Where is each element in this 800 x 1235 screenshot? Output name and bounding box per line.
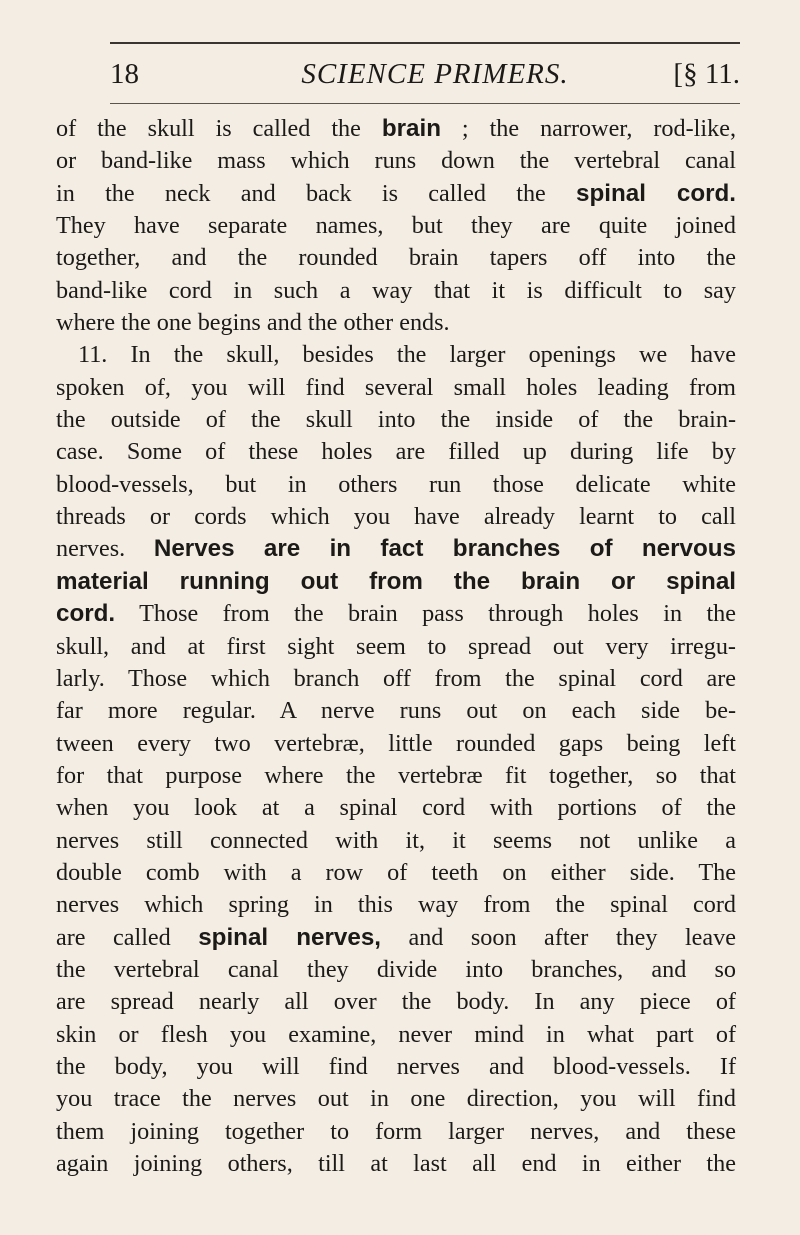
text-line: skin or flesh you examine, never mind in what part of	[56, 1020, 736, 1048]
text-line: or band-like mass which runs down the vertebral canal	[56, 147, 736, 175]
text-line: the body, you will find nerves and blood-vessels. If	[56, 1052, 736, 1080]
text-line: nerves which spring in this way from the spinal cord	[56, 891, 736, 919]
text-line: where the one begins and the other ends.	[56, 309, 450, 337]
text-line: for that purpose where the vertebræ fit together, so that	[56, 761, 736, 789]
text-line: when you look at a spinal cord with portions of the	[56, 794, 736, 822]
text-line: skull, and at first sight seem to spread out very irregu-	[56, 632, 736, 660]
text-line	[56, 922, 736, 954]
bold-statement-line: material running out from the brain or spinal	[56, 567, 736, 595]
text-line: blood-vessels, but in others run those delicate white	[56, 470, 736, 498]
page-number: 18	[110, 58, 139, 90]
text-line: the vertebral canal they divide into branches, and so	[56, 955, 736, 983]
text-line: the outside of the skull into the inside of the brain-	[56, 406, 736, 434]
running-title: SCIENCE PRIMERS.	[301, 58, 569, 90]
header-rule	[110, 103, 740, 104]
text-run: ; the narrower, rod-like,	[440, 115, 736, 142]
text-run: and soon after they leave	[381, 923, 736, 951]
text-line: tween every two vertebræ, little rounded gaps being left	[56, 729, 736, 757]
text-run: in the neck and back is called the	[56, 179, 577, 207]
top-rule	[110, 42, 740, 44]
bold-term-spinal-cord: spinal cord.	[576, 179, 736, 207]
bold-term-spinal-nerves: spinal nerves,	[198, 923, 381, 951]
text-run: of the skull is called the	[56, 115, 382, 142]
page-header	[110, 58, 740, 98]
text-run: nerves.	[56, 535, 154, 563]
paragraph-start-line: 11. In the skull, besides the larger openings we have	[78, 341, 736, 369]
text-line	[56, 598, 736, 630]
text-line: larly. Those which branch off from the spinal cord are	[56, 664, 736, 692]
text-run: are called	[56, 923, 199, 951]
text-line: They have separate names, but they are quite joined	[56, 212, 736, 240]
text-line: nerves still connected with it, it seems not unlike a	[56, 826, 736, 854]
text-line: far more regular. A nerve runs out on each side be-	[56, 697, 736, 725]
text-line: them joining together to form larger nerves, and these	[56, 1117, 736, 1145]
text-line	[56, 533, 736, 565]
text-line: band-like cord in such a way that it is difficult to say	[56, 276, 736, 304]
text-line	[56, 178, 736, 210]
text-line: again joining others, till at last all end in either the	[56, 1150, 736, 1177]
text-line: case. Some of these holes are filled up during life by	[56, 438, 736, 466]
text-line	[56, 113, 736, 145]
text-line: threads or cords which you have already learnt to call	[56, 503, 736, 531]
text-line: you trace the nerves out in one direction, you will find	[56, 1085, 736, 1113]
text-line: double comb with a row of teeth on either side. The	[56, 858, 736, 886]
bold-statement: Nerves are in fact branches of nervous	[153, 535, 736, 563]
bold-statement-end: cord.	[56, 600, 116, 628]
text-line: spoken of, you will find several small holes leading from	[56, 373, 736, 401]
bold-term-brain: brain	[381, 115, 441, 142]
section-reference: [§ 11.	[673, 58, 740, 90]
text-line: are spread nearly all over the body. In any piece of	[56, 988, 736, 1016]
text-line: together, and the rounded brain tapers off into the	[56, 244, 736, 272]
body-text	[56, 113, 736, 1180]
text-run: Those from the brain pass through holes in the	[115, 600, 736, 628]
